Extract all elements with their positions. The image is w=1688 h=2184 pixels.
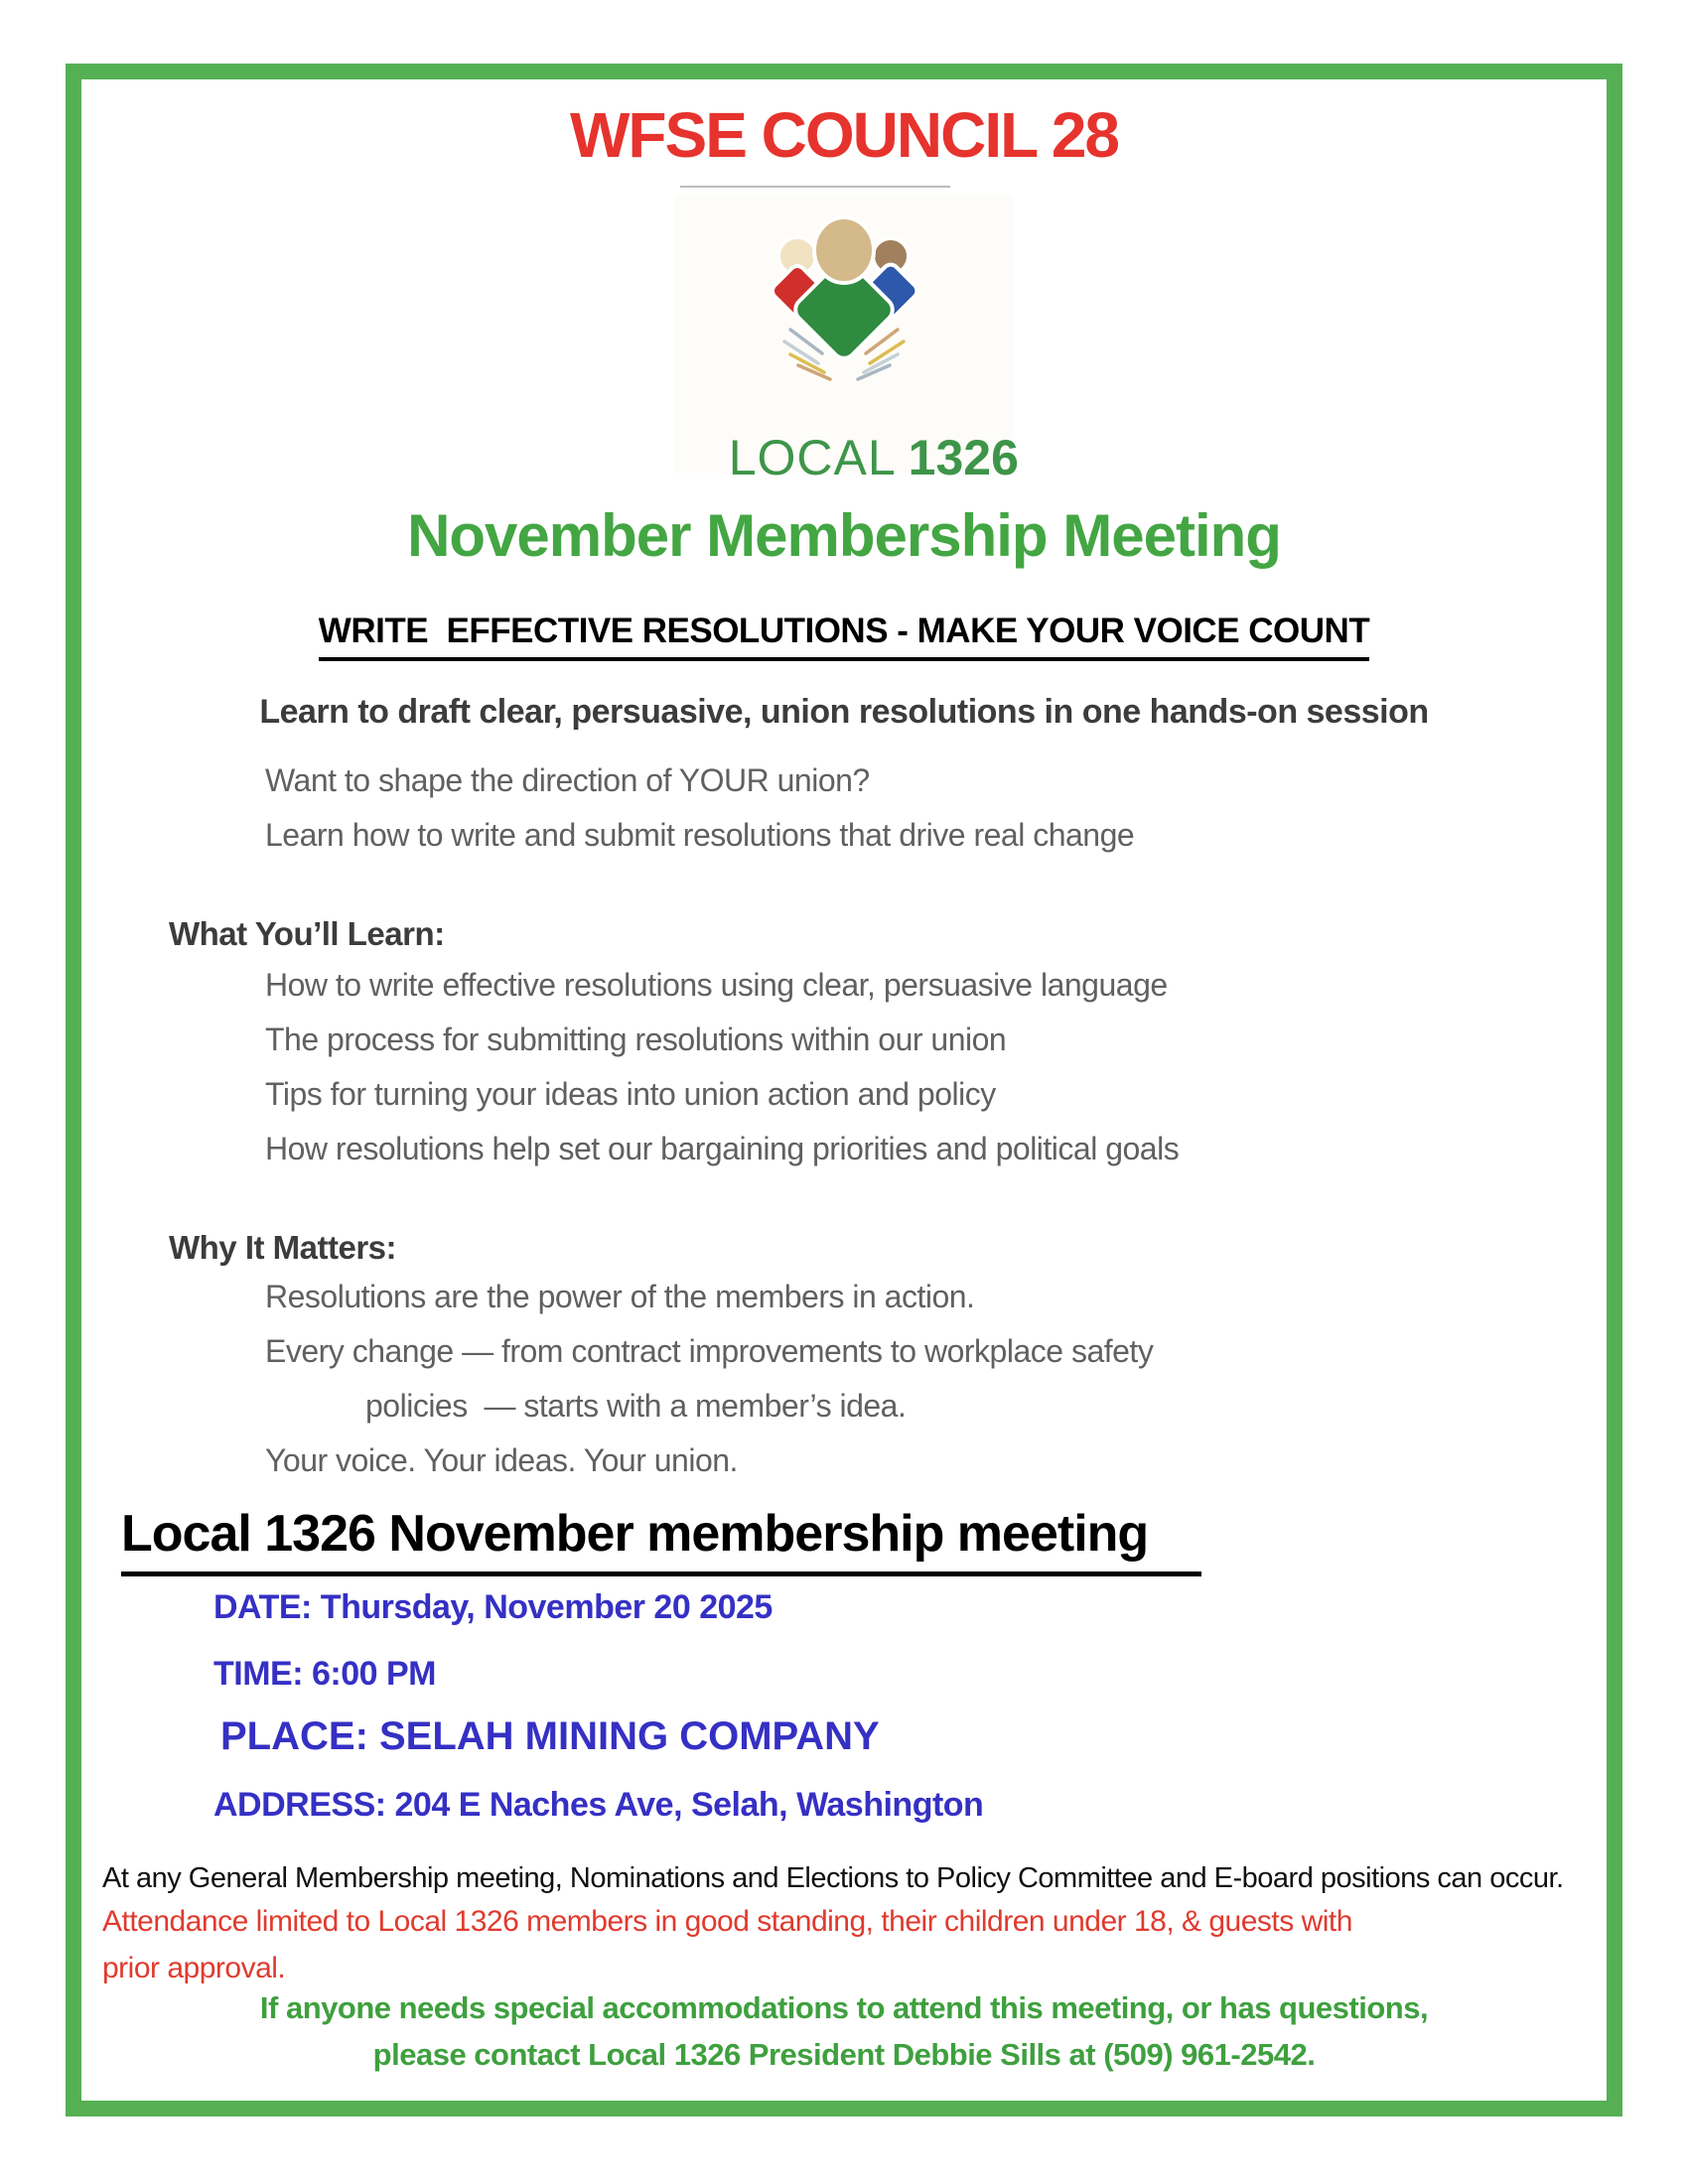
learn-item: How resolutions help set our bargaining priorities and political goals	[265, 1131, 1180, 1166]
matters-line: Every change — from contract improvements to workplace safety	[265, 1333, 1154, 1369]
meeting-title: November Membership Meeting	[407, 502, 1281, 569]
learn-item: How to write effective resolutions using clear, persuasive language	[265, 967, 1168, 1003]
headline: WRITE EFFECTIVE RESOLUTIONS - MAKE YOUR VOICE COUNT	[319, 612, 1369, 661]
detail-date: DATE: Thursday, November 20 2025	[213, 1588, 773, 1626]
note-accommodations-line: please contact Local 1326 President Debbie Sills at (509) 961-2542.	[372, 2037, 1316, 2072]
matters-line: Your voice. Your ideas. Your union.	[265, 1442, 738, 1478]
local-1326-people-logo-icon	[735, 212, 953, 381]
learn-item: Tips for turning your ideas into union action and policy	[265, 1076, 996, 1112]
note-accommodations-line: If anyone needs special accommodations to attend this meeting, or has questions,	[259, 1990, 1429, 2025]
intro-line: Learn how to write and submit resolutions that drive real change	[265, 817, 1135, 853]
detail-address: ADDRESS: 204 E Naches Ave, Selah, Washington	[213, 1786, 984, 1824]
meeting-heading: Local 1326 November membership meeting	[121, 1504, 1201, 1576]
council-title: WFSE COUNCIL 28	[570, 99, 1118, 171]
meeting-heading-row	[121, 1504, 1201, 1576]
matters-line: policies — starts with a member’s idea.	[365, 1388, 907, 1424]
headline-row	[0, 612, 1688, 661]
logo-word-local: LOCAL	[728, 430, 897, 485]
intro-line: Want to shape the direction of YOUR union?	[265, 762, 870, 798]
matters-line: Resolutions are the power of the members in action.	[265, 1279, 975, 1314]
title-divider-line	[680, 186, 950, 188]
learn-item: The process for submitting resolutions within our union	[265, 1022, 1007, 1057]
matters-section-title: Why It Matters:	[169, 1229, 397, 1266]
note-general: At any General Membership meeting, Nominations and Elections to Policy Committee and E-board positions can occur.	[102, 1862, 1564, 1894]
logo-number: 1326	[908, 430, 1019, 485]
note-attendance-line: prior approval.	[102, 1952, 286, 1984]
subheadline: Learn to draft clear, persuasive, union resolutions in one hands-on session	[259, 693, 1429, 731]
detail-time: TIME: 6:00 PM	[213, 1655, 436, 1693]
detail-place: PLACE: SELAH MINING COMPANY	[220, 1714, 880, 1758]
note-attendance-line: Attendance limited to Local 1326 members in good standing, their children under 18, & guests with	[102, 1905, 1352, 1938]
learn-section-title: What You’ll Learn:	[169, 915, 445, 952]
